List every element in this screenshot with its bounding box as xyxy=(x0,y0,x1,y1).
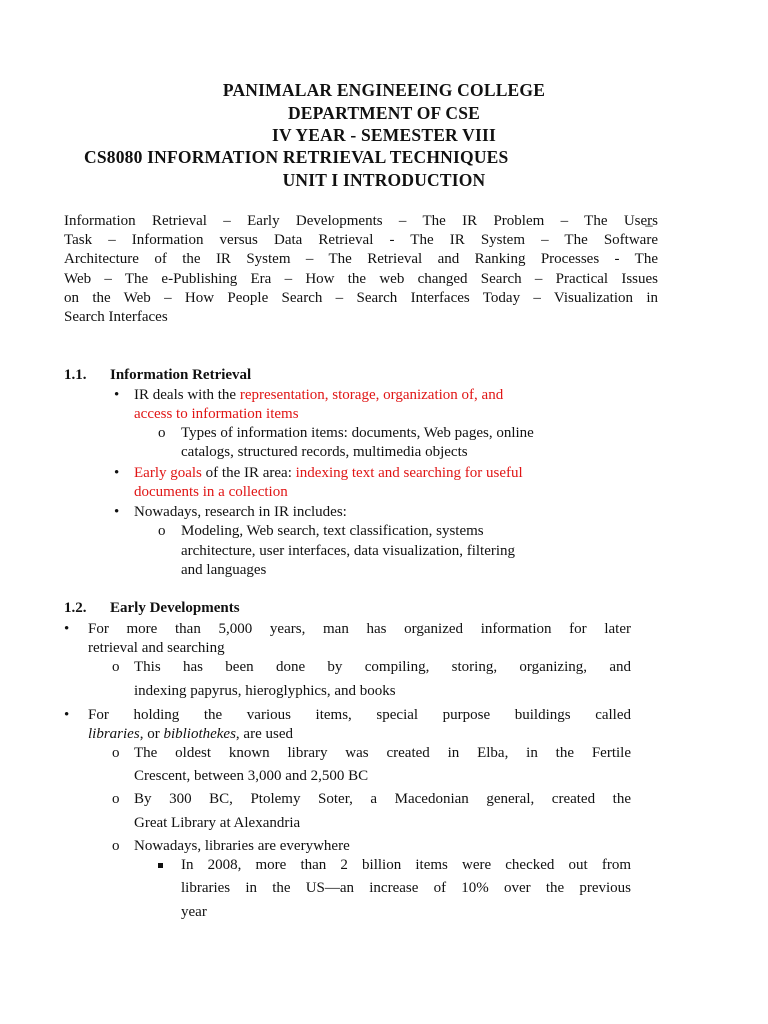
circle-bullet-icon: o xyxy=(158,523,166,539)
syllabus-line: Web – The e-Publishing Era – How the web changed Search – Practical Issues xyxy=(64,271,658,287)
sub-list-text: Great Library at Alexandria xyxy=(134,815,301,831)
circle-bullet-icon: o xyxy=(112,659,120,675)
italic-term: libraries xyxy=(88,726,140,742)
highlight-text: indexing text and searching for useful xyxy=(295,465,523,481)
sub-list-text: Types of information items: documents, Web pages, online xyxy=(181,425,534,441)
list-text: Nowadays, research in IR includes: xyxy=(134,504,347,520)
list-text: of the IR area: xyxy=(201,465,296,481)
sub-list-text: catalogs, structured records, multimedia objects xyxy=(181,444,468,460)
highlight-text: access to information items xyxy=(134,406,299,422)
section-title: Early Developments xyxy=(110,600,240,616)
sub-list-text: The oldest known library was created in Elba, in the Fertile xyxy=(134,745,631,761)
syllabus-line: Architecture of the IR System – The Retrieval and Ranking Processes - The xyxy=(64,251,658,267)
list-text: , or xyxy=(139,726,164,742)
list-text: For more than 5,000 years, man has organized information for later xyxy=(88,621,631,637)
college-name: PANIMALAR ENGINEEING COLLEGE xyxy=(222,80,546,100)
section-number: 1.2. xyxy=(64,600,87,616)
syllabus-line: Information Retrieval – Early Developments – The IR Problem – The User̲s xyxy=(64,213,658,229)
sub-sub-list-text: In 2008, more than 2 billion items were checked out from xyxy=(181,857,631,873)
circle-bullet-icon: o xyxy=(112,791,120,807)
sub-list-text: architecture, user interfaces, data visualization, filtering xyxy=(181,543,516,559)
department-name: DEPARTMENT OF CSE xyxy=(287,103,481,123)
bullet-icon: • xyxy=(114,387,120,403)
italic-term: bibliothekes xyxy=(163,726,236,742)
list-item xyxy=(134,465,523,482)
sub-list-text: and languages xyxy=(181,562,267,578)
bullet-icon: • xyxy=(64,621,70,637)
section-title: Information Retrieval xyxy=(110,367,252,383)
circle-bullet-icon: o xyxy=(112,745,120,761)
square-bullet-icon xyxy=(158,863,163,868)
list-item xyxy=(134,387,503,404)
sub-list-text: This has been done by compiling, storing, organizing, and xyxy=(134,659,631,675)
sub-list-text: By 300 BC, Ptolemy Soter, a Macedonian general, created the xyxy=(134,791,631,807)
sub-list-text: indexing papyrus, hieroglyphics, and books xyxy=(134,683,396,699)
list-text: , are used xyxy=(235,726,293,742)
syllabus-line: on the Web – How People Search – Search Interfaces Today – Visualization in xyxy=(64,290,658,306)
sub-list-text: Modeling, Web search, text classification, systems xyxy=(181,523,484,539)
sub-sub-list-text: year xyxy=(181,904,207,920)
sub-sub-list-text: libraries in the US—an increase of 10% over the previous xyxy=(181,880,631,896)
sub-list-text: Nowadays, libraries are everywhere xyxy=(134,838,350,854)
syllabus-line: Task – Information versus Data Retrieval - The IR System – The Software xyxy=(64,232,658,248)
list-text: For holding the various items, special purpose buildings called xyxy=(88,707,631,723)
circle-bullet-icon: o xyxy=(112,838,120,854)
list-item xyxy=(88,726,293,743)
highlight-text: representation, storage, organization of, and xyxy=(239,387,504,403)
bullet-icon: • xyxy=(114,504,120,520)
highlight-text: documents in a collection xyxy=(134,484,288,500)
year-semester: IV YEAR - SEMESTER VIII xyxy=(271,125,497,145)
bullet-icon: • xyxy=(114,465,120,481)
unit-title: UNIT I INTRODUCTION xyxy=(282,170,486,190)
sub-list-text: Crescent, between 3,000 and 2,500 BC xyxy=(134,768,369,784)
circle-bullet-icon: o xyxy=(158,425,166,441)
syllabus-line: Search Interfaces xyxy=(64,309,168,325)
highlight-text: Early goals xyxy=(134,465,202,481)
course-title: CS8080 INFORMATION RETRIEVAL TECHNIQUES xyxy=(84,147,509,167)
list-text: retrieval and searching xyxy=(88,640,225,656)
section-number: 1.1. xyxy=(64,367,87,383)
bullet-icon: • xyxy=(64,707,70,723)
list-text: IR deals with the xyxy=(134,387,240,403)
